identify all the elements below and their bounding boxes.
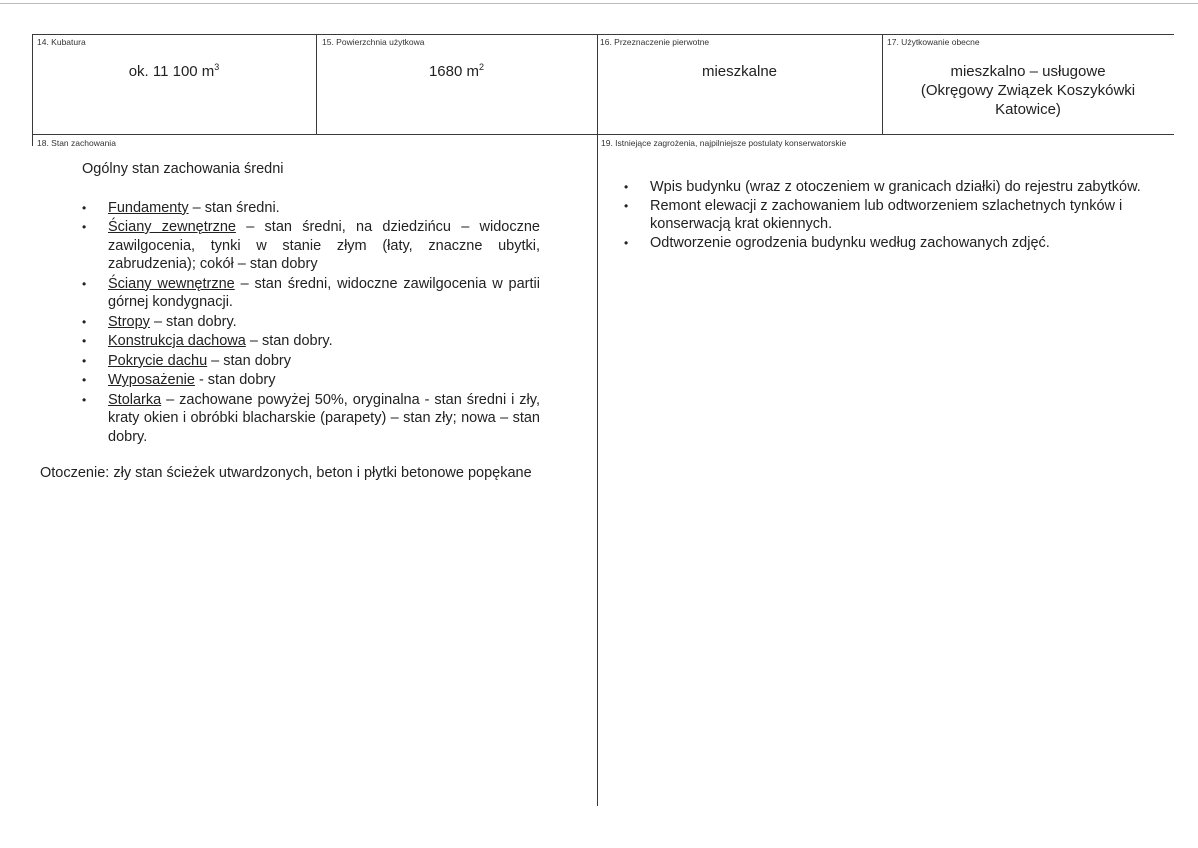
item-text: – stan średni, widoczne zawilgocenia w partii górnej kondygnacji.	[108, 275, 540, 310]
list-item	[108, 352, 540, 371]
list-item	[108, 391, 540, 447]
kubatura-unit-sup: 3	[214, 62, 220, 72]
powierzchnia-label: 15. Powierzchnia użytkowa	[322, 37, 425, 47]
przeznaczenie-label: 16. Przeznaczenie pierwotne	[600, 37, 710, 47]
item-text: – stan dobry.	[149, 313, 237, 330]
list-item	[108, 371, 540, 390]
item-text: – stan średni, na dziedzińcu – widoczne zawilgocenia, tynki w stanie złym (łaty, znaczne ubytki, zabrudzenia); cokół – stan dobry	[108, 219, 540, 272]
item-term: Stolarka	[108, 391, 162, 408]
uzytkowanie-label: 17. Użytkowanie obecne	[887, 37, 980, 47]
list-item: • Remont elewacji z zachowaniem lub odtworzeniem szlachetnych tynków i konserwacją krat okiennych.	[650, 197, 1170, 234]
item-term: Wyposażenie	[108, 372, 195, 388]
postulates-list	[624, 178, 1170, 252]
item-term: Konstrukcja dachowa	[108, 333, 246, 349]
item-term: Ściany wewnętrzne	[108, 275, 235, 292]
uzytkowanie-line-1: mieszkalno – usługowe	[950, 63, 1106, 80]
list-item	[108, 218, 540, 274]
table-top-border	[32, 34, 1174, 35]
uzytkowanie-line-2: (Okręgowy Związek Koszykówki	[920, 82, 1136, 99]
item-term: Stropy	[108, 313, 150, 330]
left-border	[32, 34, 33, 146]
scan-edge-line	[0, 3, 1198, 4]
list-item: • Wpis budynku (wraz z otoczeniem w granicach działki) do rejestru zabytków.	[650, 178, 1170, 197]
powierzchnia-value	[316, 62, 597, 81]
item-text: - stan dobry	[194, 372, 276, 388]
list-item	[108, 199, 540, 218]
row-divider	[32, 134, 1174, 135]
uzytkowanie-line-3: Katowice)	[995, 101, 1061, 118]
uzytkowanie-value	[882, 62, 1174, 119]
zagrozenia-label: 19. Istniejące zagrożenia, najpilniejsze postulaty konserwatorskie	[601, 138, 847, 148]
otoczenie-text: Otoczenie: zły stan ścieżek utwardzonych, beton i płytki betonowe popękane	[40, 465, 532, 481]
item-text: – stan dobry	[207, 352, 291, 369]
list-item	[108, 275, 540, 312]
list-item	[108, 332, 540, 351]
stan-zachowania-label: 18. Stan zachowania	[37, 138, 116, 148]
general-condition: Ogólny stan zachowania średni	[82, 161, 284, 177]
przeznaczenie-value: mieszkalne	[701, 63, 778, 80]
powierzchnia-unit-sup: 2	[479, 62, 485, 72]
item-term: Fundamenty	[108, 199, 189, 216]
powierzchnia-number: 1680 m	[428, 63, 480, 80]
zagrozenia-section	[624, 178, 1170, 252]
kubatura-label: 14. Kubatura	[37, 37, 86, 47]
kubatura-value	[32, 62, 316, 81]
item-text: – stan średni.	[188, 199, 280, 216]
list-item: • Odtworzenie ogrodzenia budynku według zachowanych zdjęć.	[650, 234, 1170, 253]
col-divider-center	[597, 34, 598, 806]
item-text: – stan dobry.	[245, 333, 333, 349]
condition-list	[40, 199, 540, 447]
stan-zachowania-section	[40, 160, 540, 483]
item-text: – zachowane powyżej 50%, oryginalna - stan średni i zły, kraty okien i obróbki blacharskie (parapety) – stan zły; nowa – stan dobry.	[108, 391, 540, 445]
item-term: Pokrycie dachu	[108, 352, 208, 369]
col-divider-1	[316, 34, 317, 135]
kubatura-number: ok. 11 100 m	[128, 63, 215, 80]
list-item	[108, 313, 540, 332]
item-term: Ściany zewnętrzne	[108, 219, 236, 235]
